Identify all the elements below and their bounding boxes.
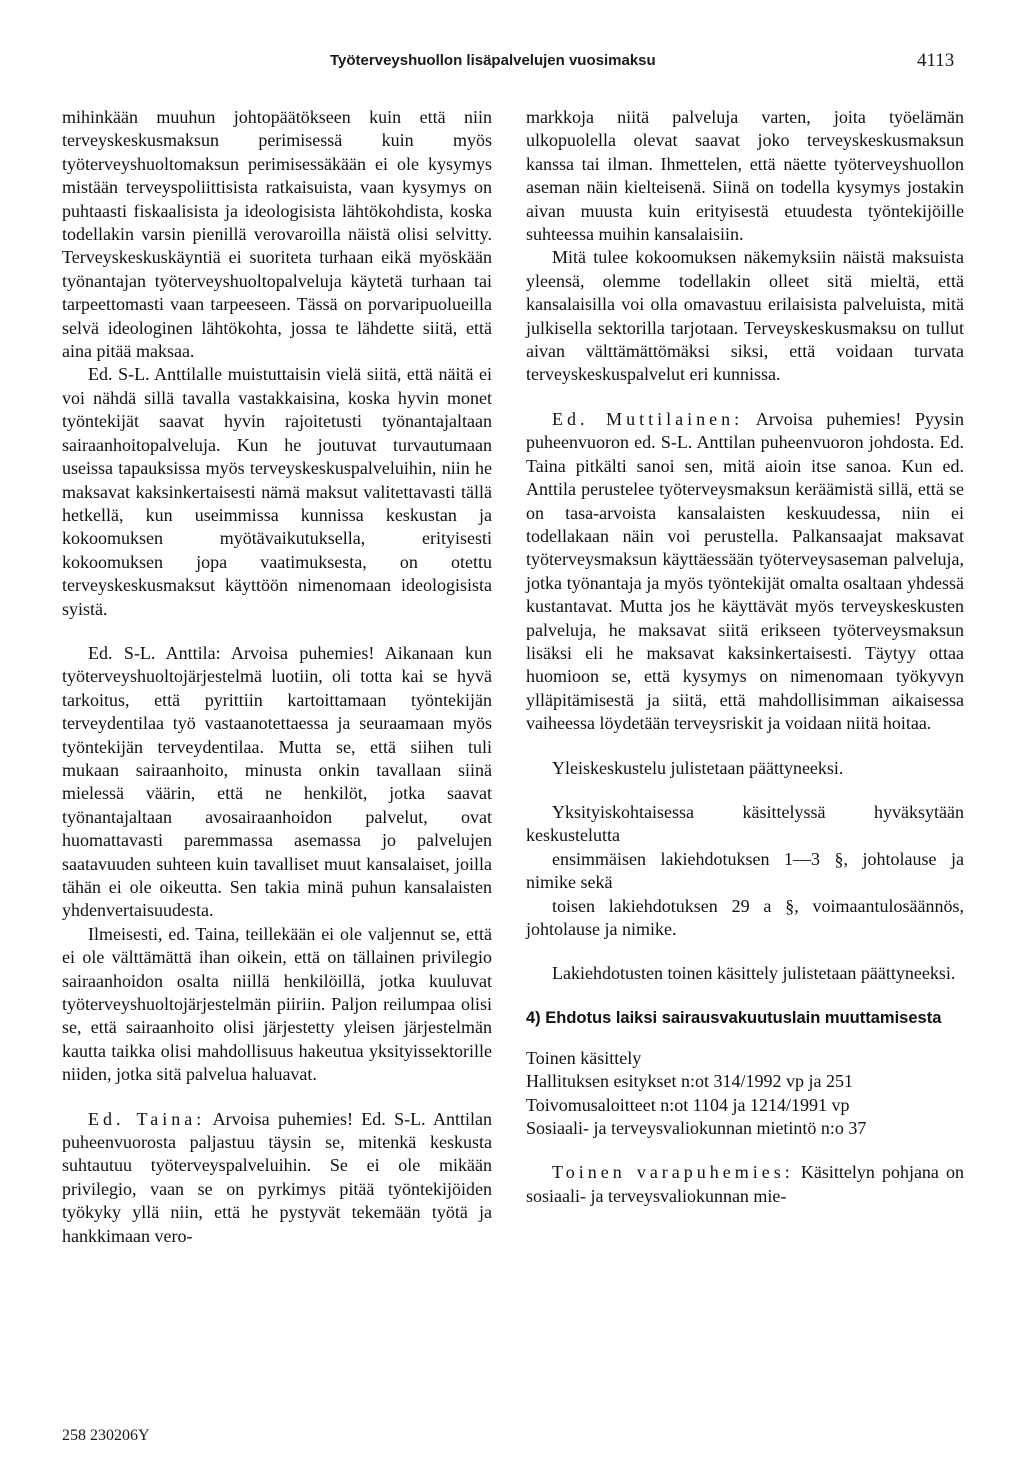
detail-line: Toivomusaloitteet n:ot 1104 ja 1214/1991 vp — [526, 1094, 850, 1115]
footer-code: 258 230206Y — [62, 1427, 150, 1444]
running-title: Työterveyshuollon lisäpalvelujen vuosimaksu — [330, 52, 656, 69]
detail-line: Sosiaali- ja terveysvaliokunnan mietintö n:o 37 — [526, 1118, 867, 1139]
speaker-name: Ed. Taina: — [88, 1108, 206, 1129]
speaker-name: Ed. S-L. Anttila: — [88, 642, 221, 663]
detail-line: Toinen käsittely — [526, 1047, 642, 1068]
paragraph: Lakiehdotusten toinen käsittely julistetaan päättyneeksi. — [552, 963, 956, 984]
speaker-name: Toinen varapuhemies: — [552, 1162, 794, 1183]
paragraph: mihinkään muuhun johtopäätökseen kuin että niin terveyskeskusmaksun perimisessä kuin myös työterveyshuoltomaksun perimisessäkään ei ole kysymys mistään terveyspoliittisista ratkaisuista, vaan kysymys on puhtaasti fiskaalisista ja ideologisista lähtökohdista, koska todellakin varsin pienillä verovaroilla näistä olisi selvitty. Terveyskeskuskäyntiä ei suoriteta turhaan eikä myöskään työnantajan työterveyshuoltopalveluja käytetä turhaan tai tarpeettomasti vaan tarpeeseen. Tässä on porvaripuolueilla selvä ideologinen lähtökohta, jossa te lähdette siitä, että aina pitää maksaa. — [62, 107, 492, 362]
speech-text: Arvoisa puhemies! Aikanaan kun työterveyshuoltojärjestelmä luotiin, oli totta kai se hyvä tarkoitus, että pyrittiin kartoittamaan työntekijän terveydentilaa työ vastaanotettaessa ja seuraamaan myös työntekijän terveydentilaa. Mutta se, että siihen tuli mukaan sairaanhoito, minusta onkin tavallaan siinä mielessä väärin, että ne henkilöt, jotka saavat työnantajaltaan avosairaanhoidon palvelut, ovat huomattavasti paremmassa asemassa jo palvelujen saatavuuden suhteen kuin tavalliset muut kansalaiset, joilla tähän ei ole oikeutta. Sen takia minä puhun kansalaisten yhdenvertaisuudesta. — [62, 642, 493, 921]
speech-paragraph — [62, 642, 492, 923]
speech-text: Arvoisa puhemies! Ed. S-L. Anttilan puheenvuorosta paljastuu täysin se, mitenkä keskusta suhtautuu työterveyspalveluihin. Se ei ole mikään privilegio, vaan se on pyrkimys pitää työntekijöiden työkyky yllä niin, että he pystyvät tekemään työtä ja hankkimaan vero- — [62, 1108, 493, 1246]
paragraph: Ilmeisesti, ed. Taina, teillekään ei ole valjennut se, että ei ole välttämättä ihan oikein, että on tällainen privilegio sairaanhoidon osalta niillä henkilöillä, jotka kuuluvat työterveyshuoltojärjestelmän piiriin. Paljon reilumpaa olisi se, että sairaanhoito olisi järjestetty yleisen järjestelmän kautta taikka olisi mahdollisuus hakeutua yksityissektorille niiden, jotka sitä palvelua haluavat. — [62, 923, 492, 1085]
item-details — [526, 1047, 964, 1141]
speech-text: Käsittelyn pohjana on sosiaali- ja terveysvaliokunnan mie- — [526, 1162, 965, 1206]
paragraph: toisen lakiehdotuksen 29 a §, voimaantulosäännös, johtolause ja nimike. — [526, 895, 964, 939]
paragraph: Ed. S-L. Anttilalle muistuttaisin vielä siitä, että näitä ei voi nähdä sillä tavalla vastakkaisina, koska hyvin monet työntekijät saavat hyvin rajoitetusti työnantajaltaan sairaanhoitopalveluja. Kun he joutuvat turvautumaan useissa tapauksissa myös terveyskeskuspalveluihin, niin he maksavat kaksinkertaisesti nämä maksut valitettavasti tällä hetkellä, kun useimmissa kunnissa keskustan ja kokoomuksen myötävaikutuksella, erityisesti kokoomuksen jopa vaatimuksesta, on otettu terveyskeskusmaksut käyttöön nimenomaan ideologisista syistä. — [62, 364, 492, 619]
paragraph: ensimmäisen lakiehdotuksen 1—3 §, johtolause ja nimike sekä — [526, 848, 964, 893]
speech-paragraph — [526, 1161, 964, 1208]
speech-paragraph — [62, 1108, 492, 1248]
speaker-name: Ed. Muttilainen: — [552, 408, 744, 429]
paragraph: Yksityiskohtaisessa käsittelyssä hyväksytään keskustelutta — [526, 801, 964, 846]
section-heading: 4) Ehdotus laiksi sairausvakuutuslain muuttamisesta — [526, 1008, 942, 1027]
paragraph: Mitä tulee kokoomuksen näkemyksiin näistä maksuista yleensä, olemme todellakin olleet sitä mieltä, että kansalaisilla voi olla omavastuu erilaisista palveluista, mitä julkisella sektorilla tarjotaan. Terveyskeskusmaksu on tullut aivan välttämättömäksi siksi, että voidaan turvata terveyskeskuspalvelut eri kunnissa. — [526, 247, 964, 385]
speech-paragraph — [526, 408, 964, 736]
page-number: 4113 — [917, 50, 955, 71]
left-column — [62, 106, 492, 1248]
speech-text: Arvoisa puhemies! Pyysin puheenvuoron ed. S-L. Anttilan puheenvuoron johdosta. Ed. Taina pitkälti sanoi sen, mitä aioin itse sanoa. Kun ed. Anttila perustelee työterveysmaksun keräämistä sillä, että se on tasa-arvoista kansalaisten keskuudessa, niin ei todellakaan näin voi perustella. Palkansaajat maksavat työterveysmaksun käyttäessään työterveysaseman palveluja, jotka työnantaja ja myös työntekijät omalta osaltaan yhdessä kustantavat. Mutta jos he käyttävät myös terveyskeskusten palveluja, he maksavat siitä erikseen työterveysmaksun lisäksi eli he maksavat kaksinkertaisesti. Täytyy ottaa huomioon se, että kysymys on nimenomaan työkyvyn ylläpitämisestä ja siitä, että mahdollisimman aikaisessa vaiheessa löydetään terveysriskit ja voidaan niitä hoitaa. — [526, 408, 965, 734]
paragraph: markkoja niitä palveluja varten, joita työelämän ulkopuolella olevat saavat joko terveyskeskusmaksun kanssa tai ilman. Ihmettelen, että näette työterveyshuollon aseman näin kielteisenä. Siinä on todella kysymys jostakin aivan muusta kuin erityisestä etuudesta työntekijöille suhteessa muihin kansalaisiin. — [526, 107, 964, 245]
paragraph: Yleiskeskustelu julistetaan päättyneeksi. — [552, 757, 844, 778]
detail-line: Hallituksen esitykset n:ot 314/1992 vp ja 251 — [526, 1071, 853, 1092]
right-column — [526, 106, 964, 1208]
